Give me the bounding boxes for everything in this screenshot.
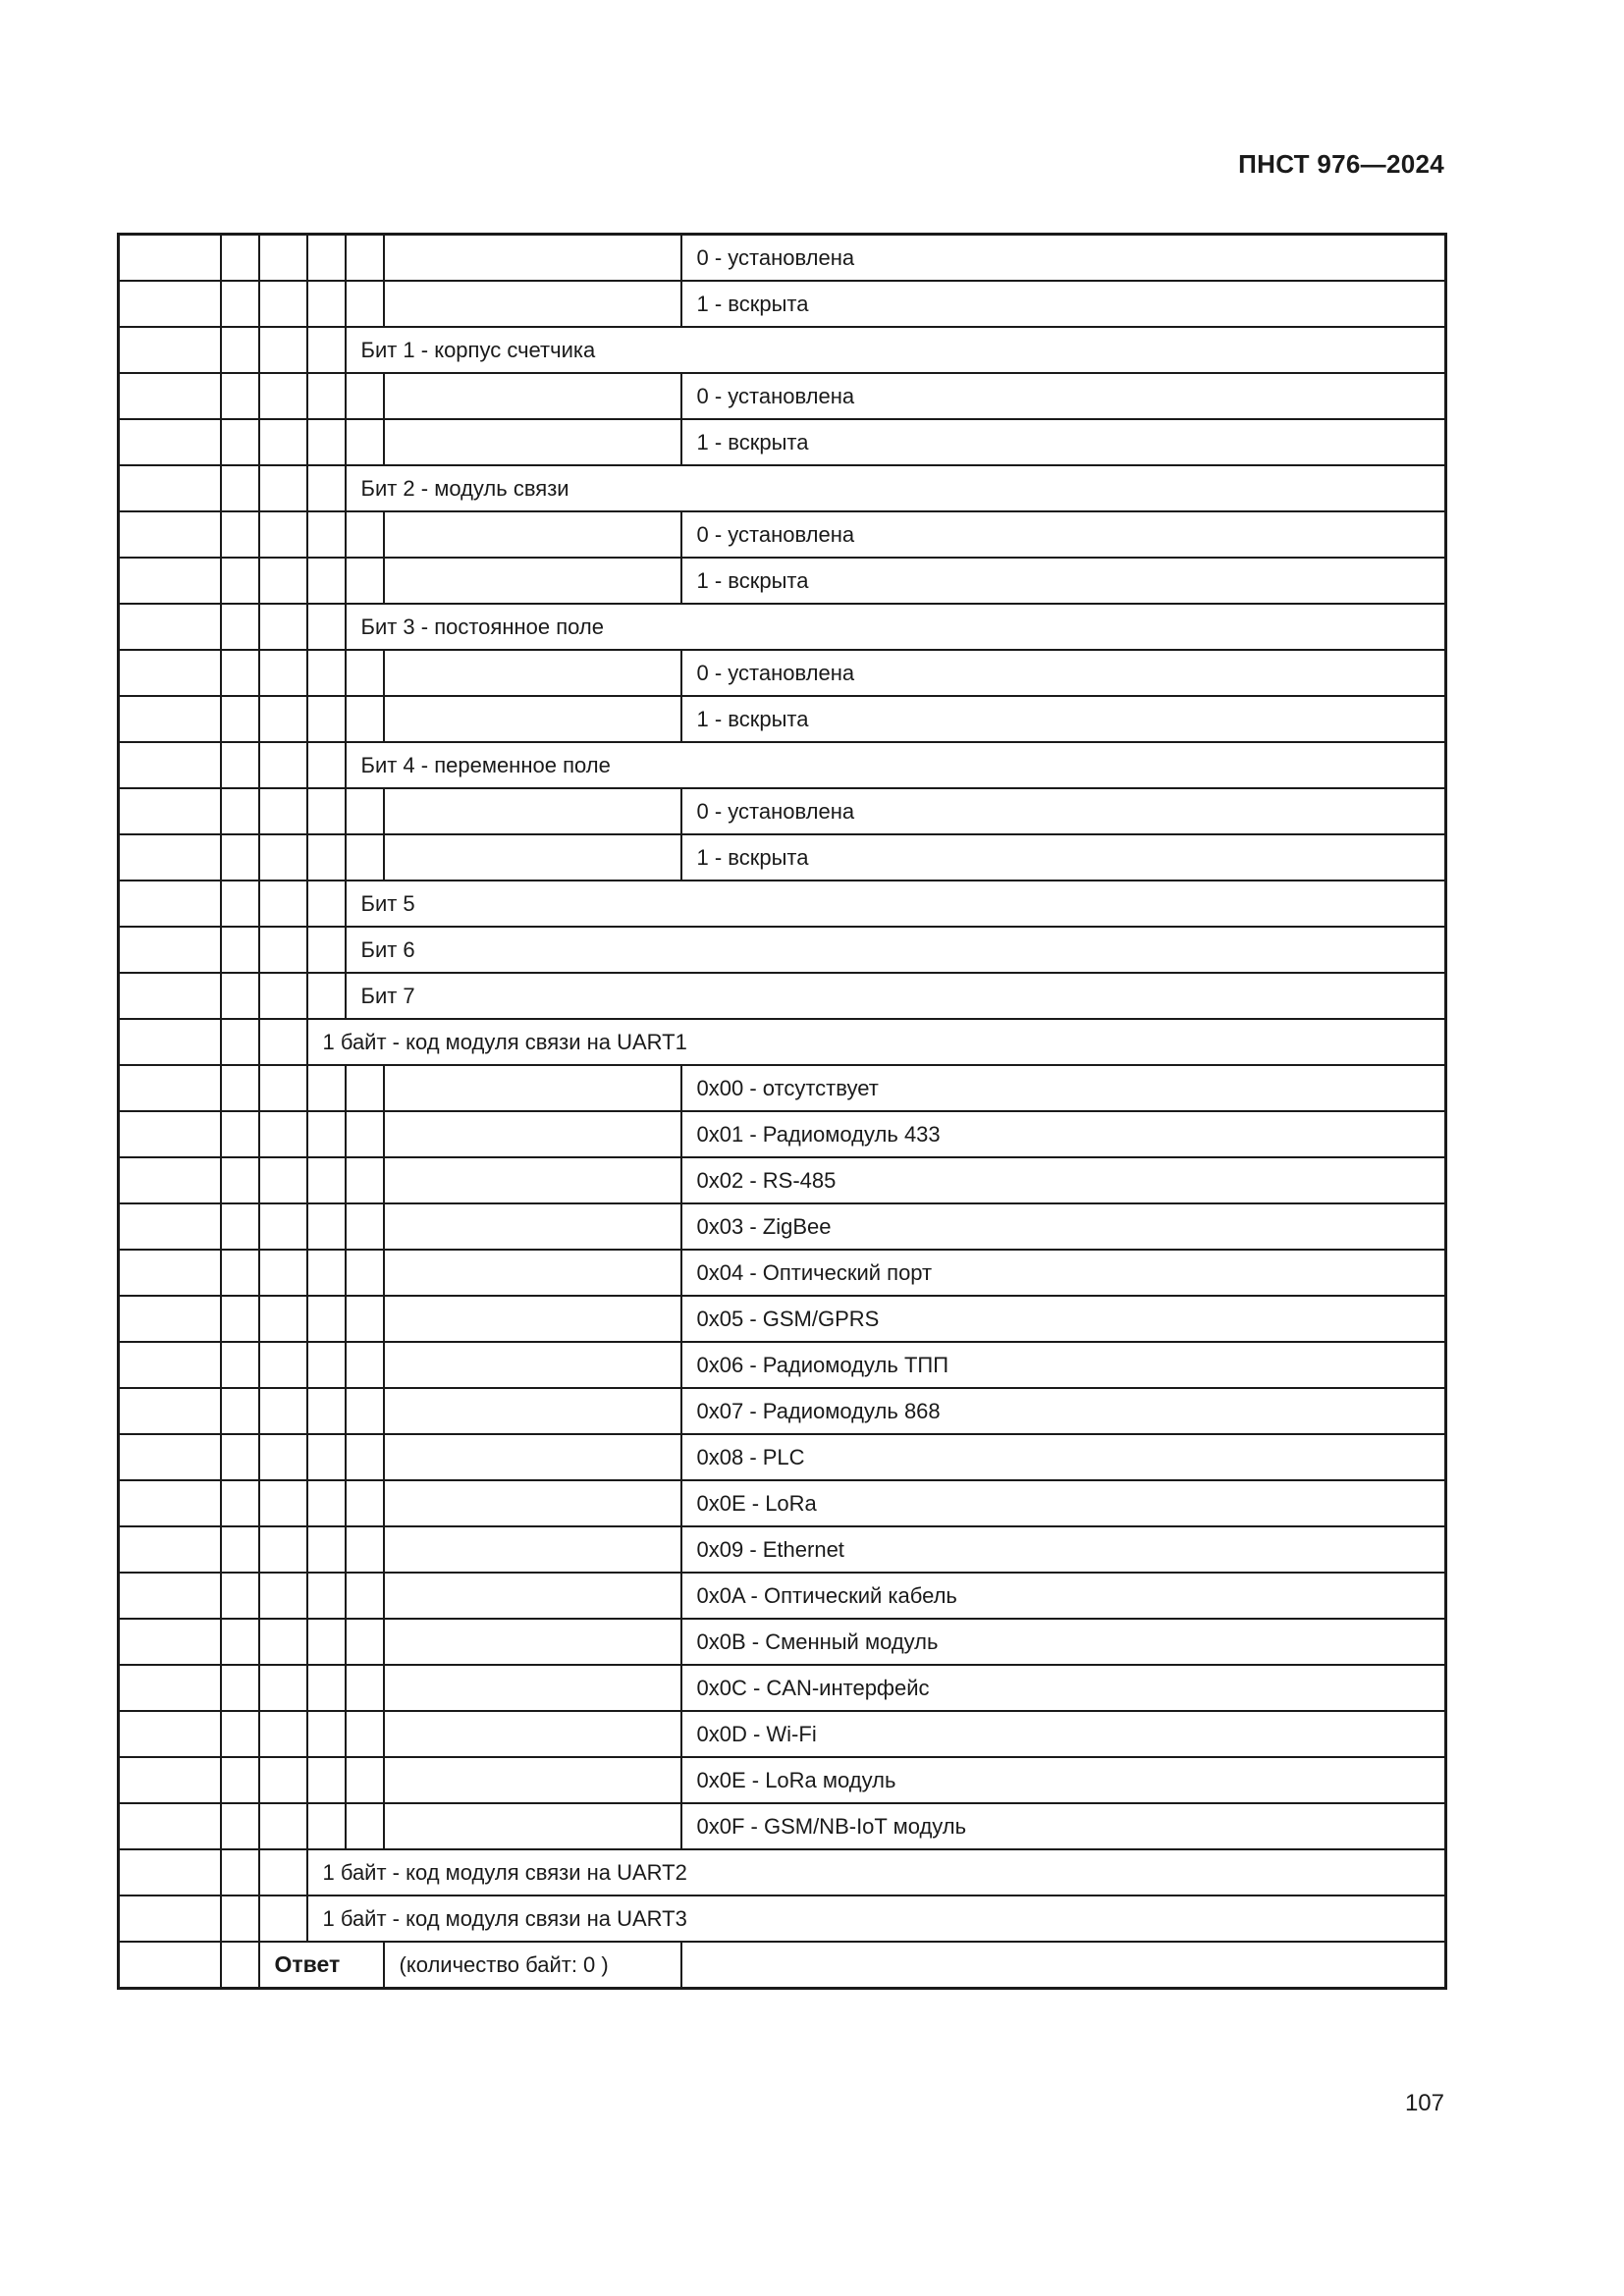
table-row [119,1942,1446,1989]
value-description: 0 - установлена [681,511,1446,558]
value-description: 1 - вскрыта [681,558,1446,604]
table-row [119,373,1446,419]
module-code: 0x09 - Ethernet [681,1526,1446,1573]
table-row [119,1896,1446,1942]
table-row [119,1480,1446,1526]
bit-label: Бит 3 - постоянное поле [346,604,1446,650]
response-label: Ответ [259,1942,384,1989]
table-row [119,1619,1446,1665]
table-row [119,465,1446,511]
table-row [119,1711,1446,1757]
table-row [119,604,1446,650]
value-description: 1 - вскрыта [681,419,1446,465]
table-row [119,742,1446,788]
table-row [119,788,1446,834]
table-row [119,1388,1446,1434]
table-row [119,1065,1446,1111]
table-row [119,419,1446,465]
table-row [119,834,1446,881]
module-code: 0x02 - RS-485 [681,1157,1446,1203]
value-description: 0 - установлена [681,650,1446,696]
table-row [119,1111,1446,1157]
table-row [119,1803,1446,1849]
table-row [119,1203,1446,1250]
value-description: 1 - вскрыта [681,834,1446,881]
table-row [119,1019,1446,1065]
module-code: 0x08 - PLC [681,1434,1446,1480]
table-row [119,927,1446,973]
module-code: 0x0F - GSM/NB-IoT модуль [681,1803,1446,1849]
module-code: 0x04 - Оптический порт [681,1250,1446,1296]
table-row [119,1434,1446,1480]
table-row [119,1342,1446,1388]
table-row [119,881,1446,927]
table-row [119,1573,1446,1619]
bit-label: Бит 5 [346,881,1446,927]
table-row [119,650,1446,696]
module-code: 0x05 - GSM/GPRS [681,1296,1446,1342]
value-description: 0 - установлена [681,788,1446,834]
page-number: 107 [1404,2090,1444,2116]
uart2-byte-label: 1 байт - код модуля связи на UART2 [307,1849,1446,1896]
uart3-byte-label: 1 байт - код модуля связи на UART3 [307,1896,1446,1942]
table-row [119,973,1446,1019]
module-code: 0x0B - Сменный модуль [681,1619,1446,1665]
table-row [119,696,1446,742]
table-row [119,1296,1446,1342]
module-code: 0x0D - Wi-Fi [681,1711,1446,1757]
module-code: 0x0E - LoRa модуль [681,1757,1446,1803]
table-row [119,1526,1446,1573]
response-byte-count: (количество байт: 0 ) [384,1942,681,1989]
uart1-byte-label: 1 байт - код модуля связи на UART1 [307,1019,1446,1065]
module-code: 0x07 - Радиомодуль 868 [681,1388,1446,1434]
module-code: 0x0E - LoRa [681,1480,1446,1526]
bit-label: Бит 1 - корпус счетчика [346,327,1446,373]
module-code: 0x03 - ZigBee [681,1203,1446,1250]
value-description: 0 - установлена [681,235,1446,282]
module-code: 0x00 - отсутствует [681,1065,1446,1111]
module-code: 0x0A - Оптический кабель [681,1573,1446,1619]
table-row [119,1849,1446,1896]
module-code: 0x06 - Радиомодуль ТПП [681,1342,1446,1388]
table-row [119,511,1446,558]
module-code: 0x0C - CAN-интерфейс [681,1665,1446,1711]
document-code: ПНСТ 976—2024 [1238,149,1444,179]
table-row [119,1157,1446,1203]
value-description: 1 - вскрыта [681,696,1446,742]
table-row [119,1250,1446,1296]
table-row [119,1665,1446,1711]
table-row [119,235,1446,282]
bit-label: Бит 6 [346,927,1446,973]
protocol-table [117,233,1447,1990]
bit-label: Бит 2 - модуль связи [346,465,1446,511]
module-code: 0x01 - Радиомодуль 433 [681,1111,1446,1157]
value-description: 1 - вскрыта [681,281,1446,327]
value-description: 0 - установлена [681,373,1446,419]
table-row [119,1757,1446,1803]
table-row [119,281,1446,327]
bit-label: Бит 7 [346,973,1446,1019]
table-row [119,558,1446,604]
table-row [119,327,1446,373]
bit-label: Бит 4 - переменное поле [346,742,1446,788]
